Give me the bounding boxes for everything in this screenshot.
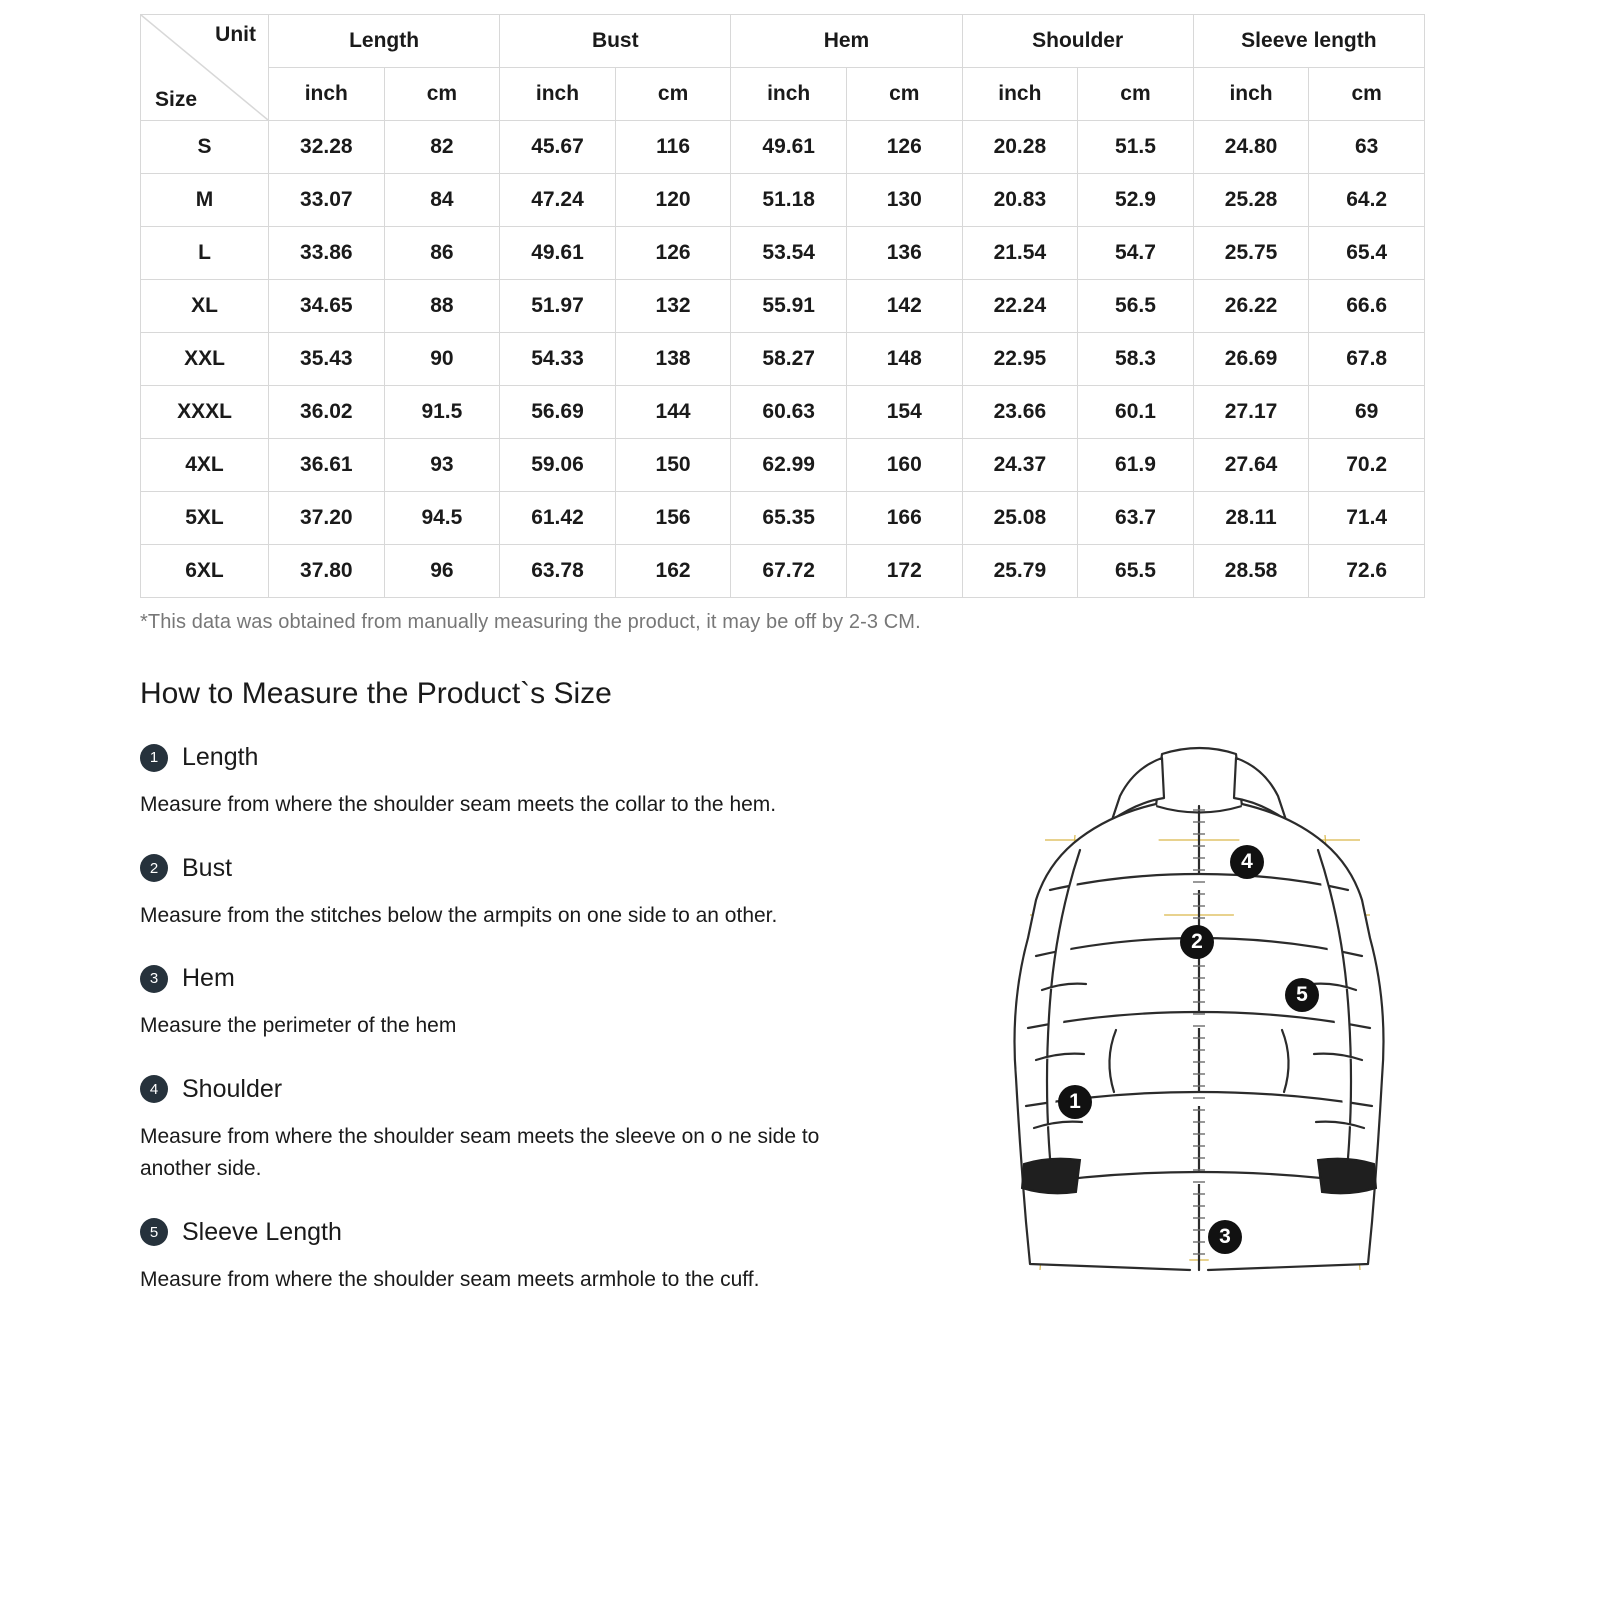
cell: 69: [1309, 386, 1425, 439]
cell: 126: [846, 121, 962, 174]
subheader-unit: inch: [731, 68, 847, 121]
cell: 59.06: [500, 439, 616, 492]
cell: 54.7: [1078, 227, 1194, 280]
subheader-unit: inch: [962, 68, 1078, 121]
measure-item-bust: [140, 854, 860, 933]
row-size-label: 6XL: [141, 545, 269, 598]
number-badge-1: 1: [140, 744, 168, 772]
cell: 126: [615, 227, 731, 280]
cell: 20.28: [962, 121, 1078, 174]
measure-item-name: Length: [182, 743, 259, 771]
cell: 90: [384, 333, 500, 386]
measure-item-description: Measure from where the shoulder seam meets armhole to the cuff.: [140, 1267, 760, 1291]
cell: 53.54: [731, 227, 847, 280]
column-group-length: Length: [269, 15, 500, 68]
puffer-jacket-icon: [930, 740, 1450, 1300]
cell: 94.5: [384, 492, 500, 545]
cell: 93: [384, 439, 500, 492]
unit-label: Unit: [215, 23, 256, 46]
table-row: [141, 492, 1425, 545]
cell: 66.6: [1309, 280, 1425, 333]
cell: 154: [846, 386, 962, 439]
cell: 21.54: [962, 227, 1078, 280]
subheader-unit: inch: [269, 68, 385, 121]
cell: 24.37: [962, 439, 1078, 492]
table-row: [141, 439, 1425, 492]
subheader-unit: inch: [1193, 68, 1309, 121]
cell: 56.69: [500, 386, 616, 439]
cell: 58.3: [1078, 333, 1194, 386]
cell: 58.27: [731, 333, 847, 386]
cell: 49.61: [731, 121, 847, 174]
row-size-label: S: [141, 121, 269, 174]
table-subheader-row: [141, 68, 1425, 121]
cell: 130: [846, 174, 962, 227]
measure-item-header: [140, 1075, 860, 1104]
cell: 25.08: [962, 492, 1078, 545]
table-row: [141, 174, 1425, 227]
cell: 144: [615, 386, 731, 439]
cell: 22.95: [962, 333, 1078, 386]
measure-item-name: Bust: [182, 853, 233, 882]
cell: 27.17: [1193, 386, 1309, 439]
cell: 120: [615, 174, 731, 227]
measure-item-sleeve-length: [140, 1218, 860, 1297]
row-size-label: M: [141, 174, 269, 227]
table-row: [141, 545, 1425, 598]
cell: 63: [1309, 121, 1425, 174]
cell: 67.8: [1309, 333, 1425, 386]
illustration-marker-1: 1: [1058, 1085, 1092, 1119]
column-group-hem: Hem: [731, 15, 962, 68]
illustration-marker-5: 5: [1285, 978, 1319, 1012]
cell: 91.5: [384, 386, 500, 439]
table-group-header-row: [141, 15, 1425, 68]
table-row: [141, 227, 1425, 280]
cell: 70.2: [1309, 439, 1425, 492]
cell: 33.86: [269, 227, 385, 280]
cell: 116: [615, 121, 731, 174]
measure-item-name: Hem: [182, 964, 235, 993]
cell: 24.80: [1193, 121, 1309, 174]
cell: 67.72: [731, 545, 847, 598]
cell: 136: [846, 227, 962, 280]
cell: 52.9: [1078, 174, 1194, 227]
jacket-illustration: [930, 740, 1450, 1300]
table-corner-cell: [141, 15, 269, 121]
cell: 25.28: [1193, 174, 1309, 227]
cell: 33.07: [269, 174, 385, 227]
column-group-sleeve-length: Sleeve length: [1193, 15, 1424, 68]
subheader-unit: cm: [846, 68, 962, 121]
measure-item-header: [140, 854, 860, 883]
cell: 62.99: [731, 439, 847, 492]
measure-item-header: [140, 964, 860, 993]
table-row: [141, 333, 1425, 386]
illustration-marker-2: 2: [1180, 925, 1214, 959]
how-to-measure-list: [140, 743, 860, 1296]
measure-item-header: [140, 743, 860, 772]
cell: 51.18: [731, 174, 847, 227]
cell: 25.79: [962, 545, 1078, 598]
cell: 64.2: [1309, 174, 1425, 227]
cell: 56.5: [1078, 280, 1194, 333]
number-badge-5: 5: [140, 1218, 168, 1246]
cell: 148: [846, 333, 962, 386]
subheader-unit: cm: [1309, 68, 1425, 121]
measure-item-name: Sleeve Length: [182, 1217, 342, 1246]
row-size-label: 5XL: [141, 492, 269, 545]
cell: 82: [384, 121, 500, 174]
table-row: [141, 121, 1425, 174]
cell: 54.33: [500, 333, 616, 386]
cell: 37.80: [269, 545, 385, 598]
subheader-unit: cm: [615, 68, 731, 121]
cell: 142: [846, 280, 962, 333]
number-badge-2: 2: [140, 854, 168, 882]
cell: 60.63: [731, 386, 847, 439]
subheader-unit: inch: [500, 68, 616, 121]
cell: 37.20: [269, 492, 385, 545]
cell: 84: [384, 174, 500, 227]
cell: 63.7: [1078, 492, 1194, 545]
cell: 25.75: [1193, 227, 1309, 280]
cell: 47.24: [500, 174, 616, 227]
cell: 20.83: [962, 174, 1078, 227]
cell: 36.61: [269, 439, 385, 492]
cell: 34.65: [269, 280, 385, 333]
number-badge-3: 3: [140, 965, 168, 993]
cell: 86: [384, 227, 500, 280]
cell: 65.4: [1309, 227, 1425, 280]
cell: 28.11: [1193, 492, 1309, 545]
row-size-label: 4XL: [141, 439, 269, 492]
cell: 27.64: [1193, 439, 1309, 492]
cell: 60.1: [1078, 386, 1194, 439]
row-size-label: XXXL: [141, 386, 269, 439]
cell: 61.9: [1078, 439, 1194, 492]
cell: 160: [846, 439, 962, 492]
cell: 32.28: [269, 121, 385, 174]
cell: 49.61: [500, 227, 616, 280]
cell: 22.24: [962, 280, 1078, 333]
cell: 51.97: [500, 280, 616, 333]
row-size-label: L: [141, 227, 269, 280]
measure-item-shoulder: [140, 1075, 860, 1186]
measure-item-length: [140, 743, 860, 822]
cell: 55.91: [731, 280, 847, 333]
cell: 71.4: [1309, 492, 1425, 545]
cell: 36.02: [269, 386, 385, 439]
cell: 26.69: [1193, 333, 1309, 386]
cell: 88: [384, 280, 500, 333]
cell: 156: [615, 492, 731, 545]
measurement-note: *This data was obtained from manually measuring the product, it may be off by 2-3 CM.: [140, 611, 921, 633]
cell: 61.42: [500, 492, 616, 545]
cell: 51.5: [1078, 121, 1194, 174]
measure-item-description: Measure from where the shoulder seam meets the collar to the hem.: [140, 793, 777, 816]
cell: 132: [615, 280, 731, 333]
cell: 172: [846, 545, 962, 598]
illustration-marker-3: 3: [1208, 1220, 1242, 1254]
table-row: [141, 280, 1425, 333]
measure-item-header: [140, 1218, 860, 1247]
cell: 35.43: [269, 333, 385, 386]
size-label: Size: [155, 88, 198, 111]
cell: 166: [846, 492, 962, 545]
subheader-unit: cm: [1078, 68, 1194, 121]
cell: 162: [615, 545, 731, 598]
size-table: [140, 14, 1425, 598]
column-group-bust: Bust: [500, 15, 731, 68]
measure-item-hem: [140, 964, 860, 1043]
illustration-marker-4: 4: [1230, 845, 1264, 879]
column-group-shoulder: Shoulder: [962, 15, 1193, 68]
row-size-label: XXL: [141, 333, 269, 386]
cell: 150: [615, 439, 731, 492]
cell: 72.6: [1309, 545, 1425, 598]
cell: 65.35: [731, 492, 847, 545]
cell: 96: [384, 545, 500, 598]
table-row: [141, 386, 1425, 439]
number-badge-4: 4: [140, 1075, 168, 1103]
row-size-label: XL: [141, 280, 269, 333]
cell: 28.58: [1193, 545, 1309, 598]
measure-item-name: Shoulder: [182, 1074, 283, 1103]
how-to-measure-title: How to Measure the Product`s Size: [140, 677, 612, 710]
subheader-unit: cm: [384, 68, 500, 121]
cell: 138: [615, 333, 731, 386]
cell: 23.66: [962, 386, 1078, 439]
cell: 63.78: [500, 545, 616, 598]
cell: 26.22: [1193, 280, 1309, 333]
measure-item-description: Measure from where the shoulder seam meets the sleeve on o ne side to another side.: [140, 1124, 820, 1181]
measure-item-description: Measure the perimeter of the hem: [140, 1014, 457, 1038]
measure-item-description: Measure from the stitches below the armpits on one side to an other.: [140, 903, 778, 927]
cell: 65.5: [1078, 545, 1194, 598]
cell: 45.67: [500, 121, 616, 174]
